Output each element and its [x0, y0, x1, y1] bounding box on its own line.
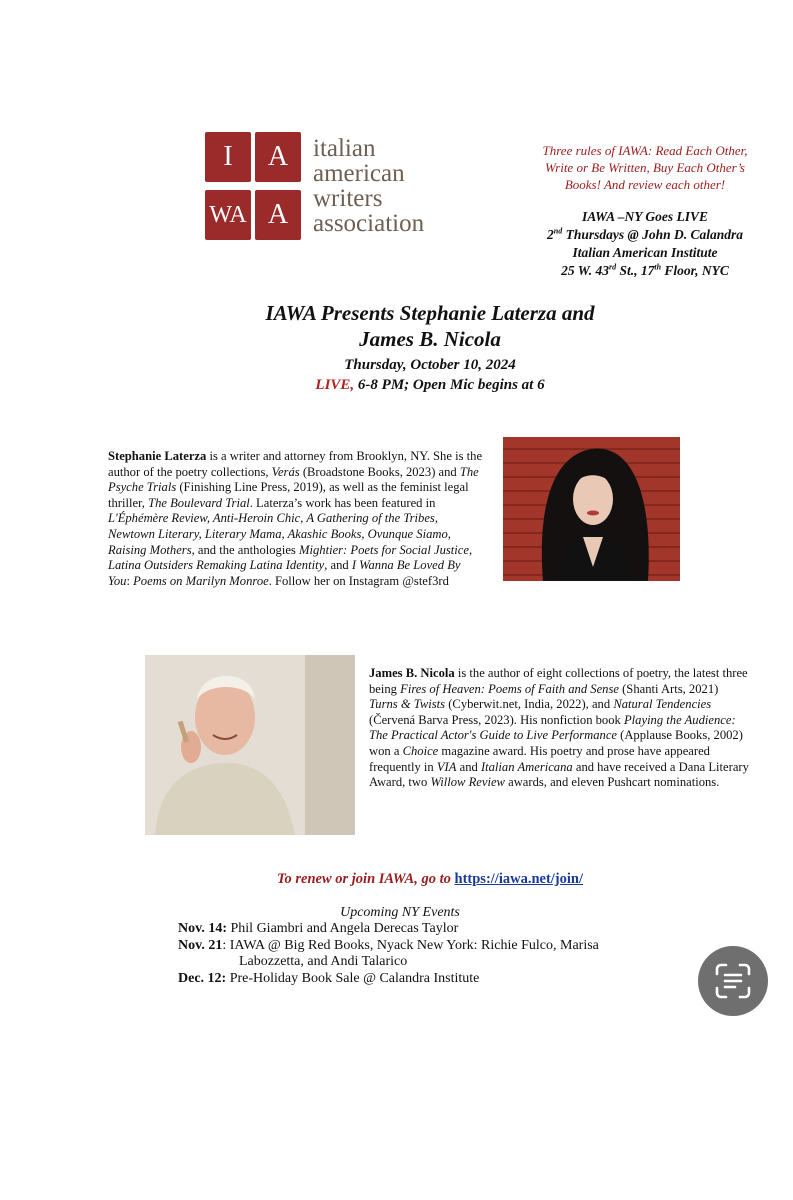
list-item: Dec. 12: Pre-Holiday Book Sale @ Calandra Institute — [178, 970, 480, 986]
list-item: Nov. 21: IAWA @ Big Red Books, Nyack New York: Richie Fulco, Marisa — [178, 937, 599, 953]
logo-word: italian — [313, 135, 376, 162]
event-title — [200, 300, 660, 352]
live-institute: Italian American Institute — [572, 245, 718, 260]
upcoming-events-title: Upcoming NY Events — [340, 905, 460, 920]
bio-stephanie-laterza: Stephanie Laterza is a writer and attorney from Brooklyn, NY. She is the author of the poetry collections, Verás (Broadstone Books, 2023) and The Psyche Trials (Finishing Line Press, 2019), as well as the feminist legal thriller, The Boulevard Trial. Laterza’s work has been featured in L'Éphémère Review, Anti-Heroin Chic, A Gathering of the Tribes, Newtown Literary, Literary Mama, Akashic Books, Ovunque Siamo, Raising Mothers, and the anthologies Mightier: Poets for Social Justice, Latina Outsiders Remaking Latina Identity, and I Wanna Be Loved By You: Poems on Marilyn Monroe. Follow her on Instagram @stef3rd — [108, 449, 483, 588]
event-title-line: IAWA Presents Stephanie Laterza and — [265, 301, 595, 325]
logo-tile-a: A — [255, 132, 301, 182]
rules-line: Three rules of IAWA: Read Each Other, — [542, 143, 748, 158]
photo-james-b-nicola — [145, 655, 355, 835]
renew-membership — [150, 871, 710, 888]
iawa-logo-wordmark — [313, 136, 463, 236]
event-date: Thursday, October 10, 2024 — [344, 357, 516, 373]
logo-tile-a2: A — [255, 190, 301, 240]
photo-stephanie-laterza — [503, 437, 680, 581]
event-subinfo — [200, 355, 660, 395]
bio-name: Stephanie Laterza — [108, 449, 207, 463]
logo-word: association — [313, 210, 425, 237]
text-scan-button[interactable] — [698, 946, 768, 1016]
logo-tile-i: I — [205, 132, 251, 182]
live-title: IAWA –NY Goes LIVE — [582, 209, 708, 224]
list-item-continued: Labozzetta, and Andi Talarico — [239, 954, 408, 969]
live-event-info — [520, 208, 770, 280]
upcoming-events-list — [178, 921, 678, 987]
text-scan-icon — [713, 961, 753, 1001]
event-time: LIVE, 6-8 PM; Open Mic begins at 6 — [315, 377, 545, 393]
iawa-rules — [520, 142, 770, 193]
live-address: 25 W. 43rd St., 17th Floor, NYC — [561, 262, 729, 278]
bio-james-b-nicola: James B. Nicola is the author of eight collections of poetry, the latest three being Fires of Heaven: Poems of Faith and Sense (Shanti Arts, 2021) Turns & Twists (Cyberwit.net, India, 2022), and Natural Tendencies (Červená Barva Press, 2023). His nonfiction book Playing the Audience: The Practical Actor's Guide to Live Performance (Applause Books, 2002) won a Choice magazine award. His poetry and prose have appeared frequently in VIA and Italian Americana and have received a Dana Literary Award, two Willow Review awards, and eleven Pushcart nominations. — [369, 666, 749, 790]
live-label: LIVE, — [315, 377, 355, 393]
logo-tile-wa: WA — [205, 190, 251, 240]
logo-word: american — [313, 160, 405, 187]
live-schedule: 2nd Thursdays @ John D. Calandra — [547, 226, 743, 242]
rules-line: Write or Be Written, Buy Each Other’s — [545, 160, 745, 175]
logo-word: writers — [313, 185, 383, 212]
bio-name: James B. Nicola — [369, 666, 455, 680]
rules-line: Books! And review each other! — [564, 177, 726, 192]
renew-lead: To renew or join IAWA, go to — [276, 871, 455, 887]
list-item: Nov. 14: Phil Giambri and Angela Derecas Taylor — [178, 921, 459, 936]
join-link[interactable]: https://iawa.net/join/ — [454, 871, 584, 887]
event-title-line: James B. Nicola — [359, 327, 501, 351]
iawa-logo-tiles — [205, 132, 305, 242]
